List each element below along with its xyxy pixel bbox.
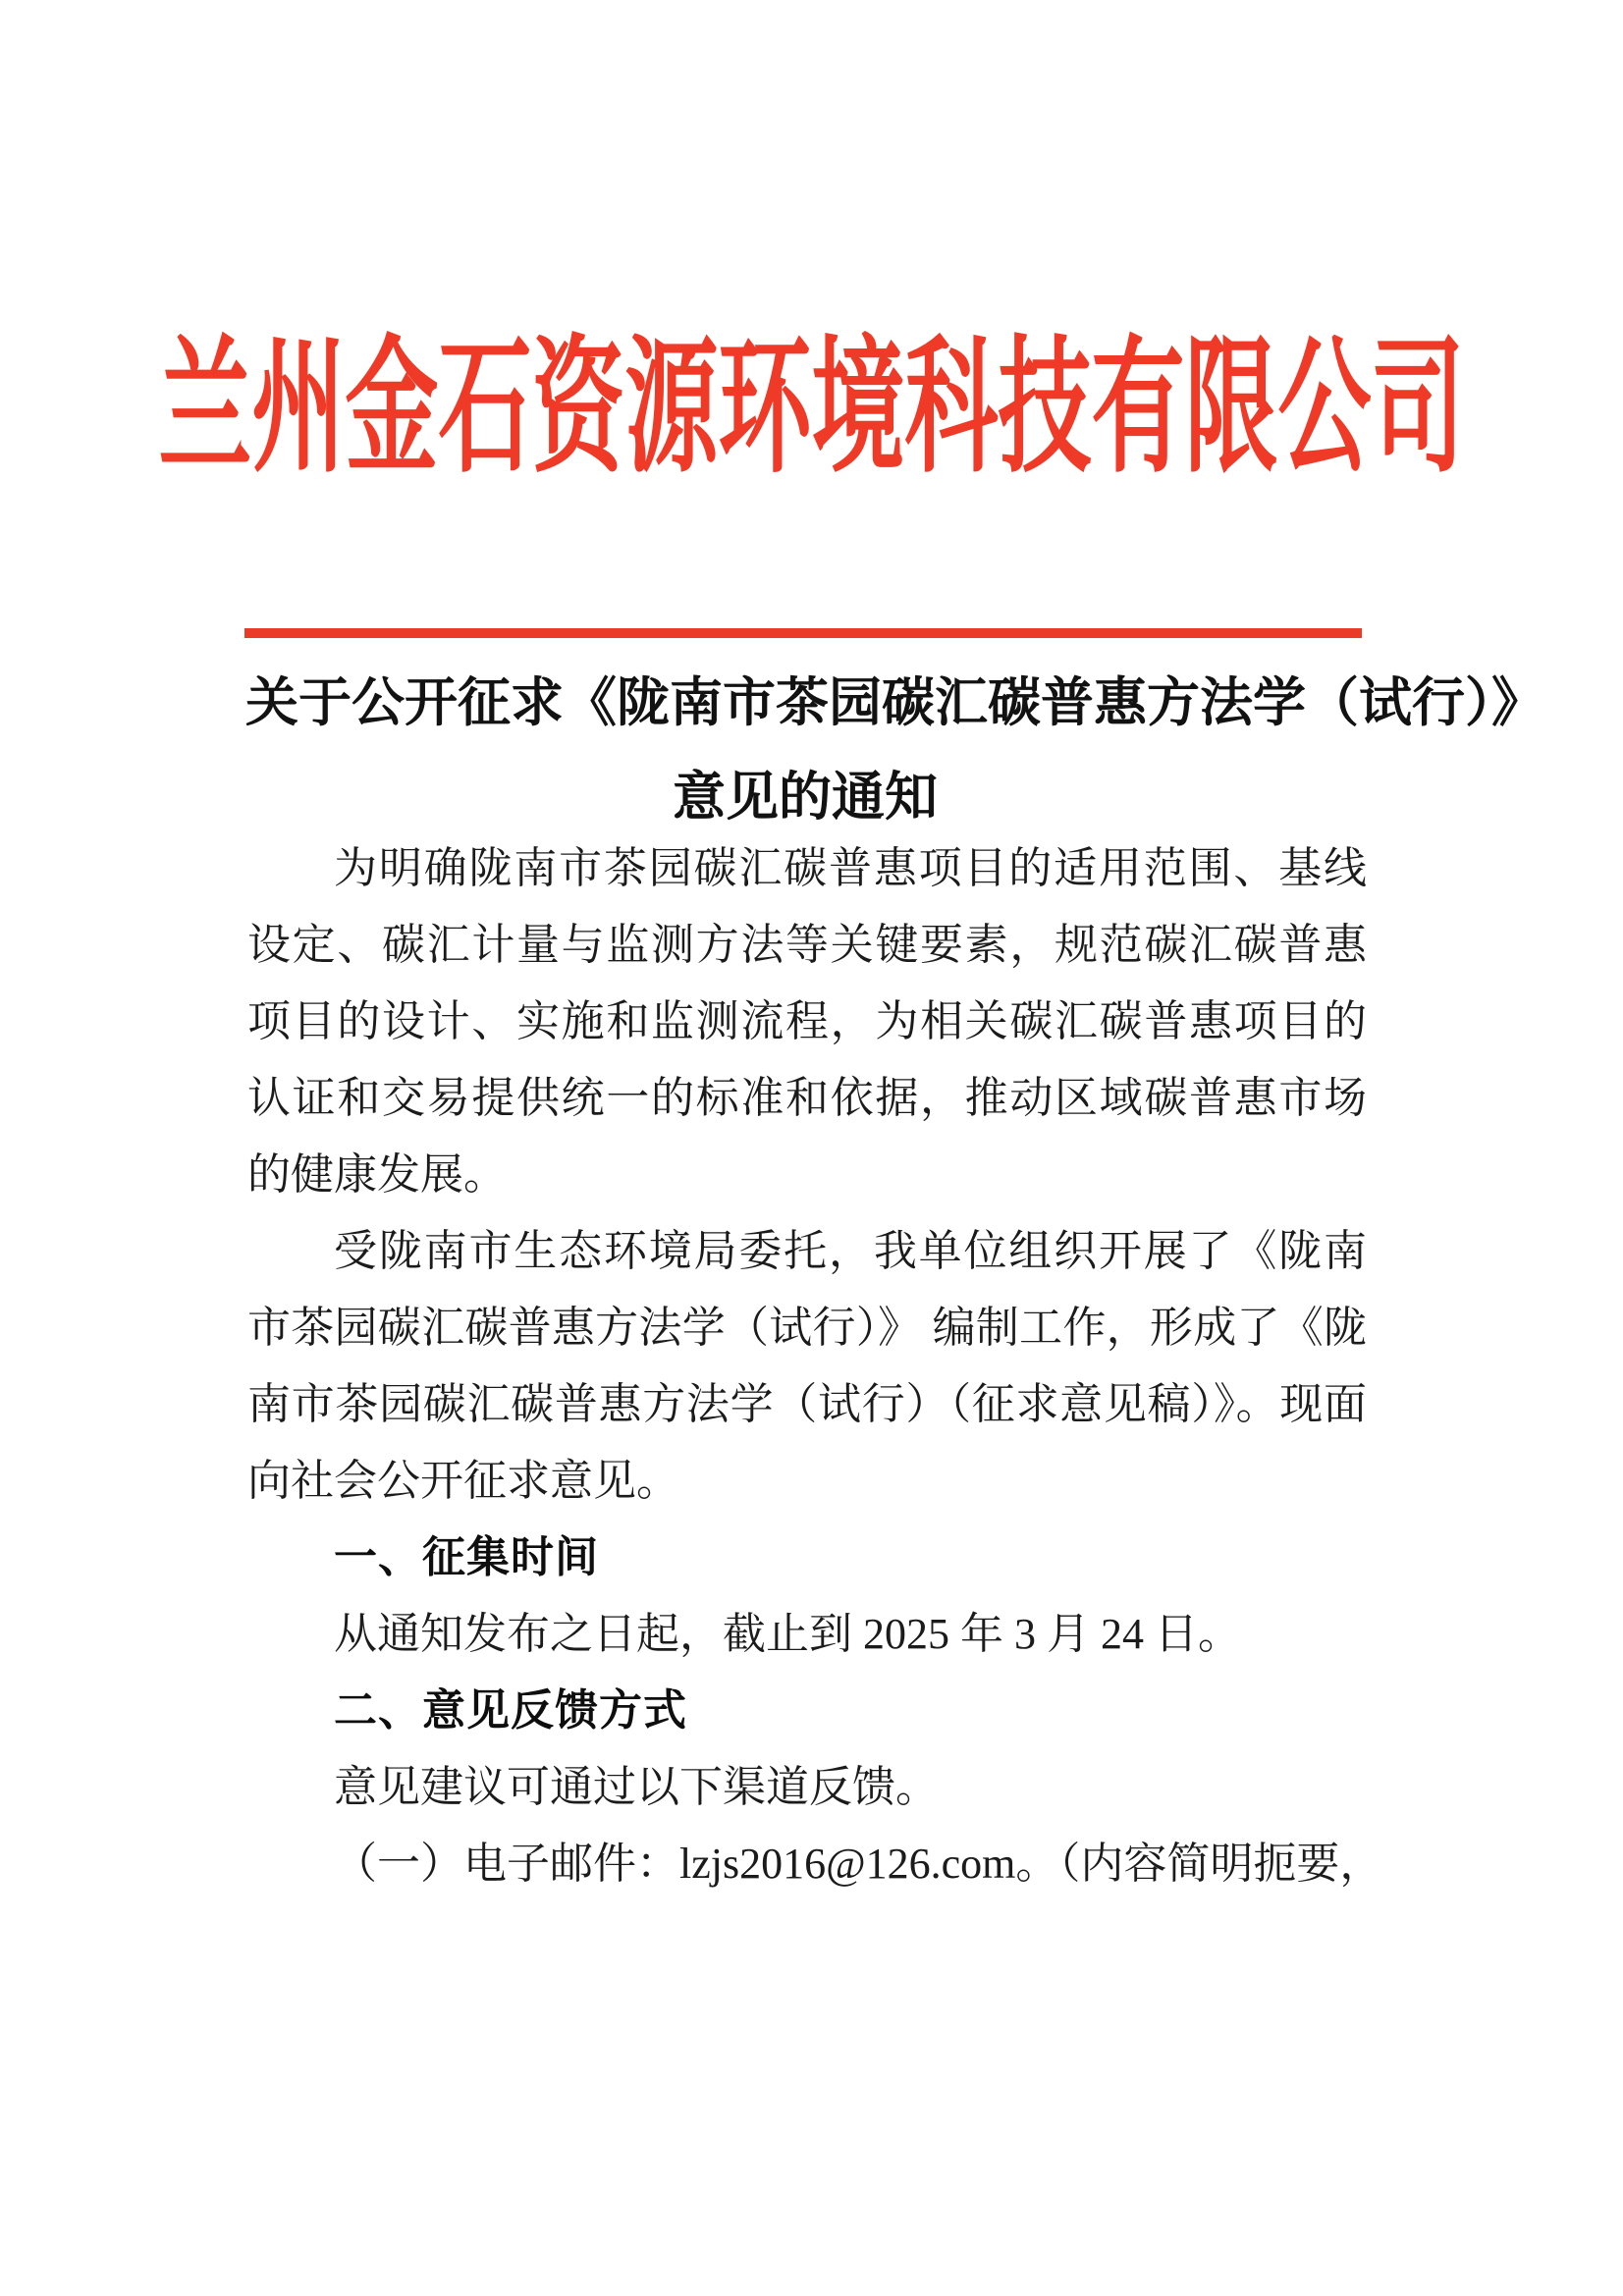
- notice-title: [245, 656, 1544, 844]
- section-heading-collection-time: 一、征集时间: [334, 1533, 599, 1581]
- letterhead-red-rule: [244, 628, 1362, 638]
- paragraph-collection-deadline: 从通知发布之日起，截止到 2025 年 3 月 24 日。: [334, 1610, 1241, 1658]
- section-heading-feedback-method: 二、意见反馈方式: [334, 1686, 687, 1735]
- notice-title-line-1: 关于公开征求《陇南市茶园碳汇碳普惠方法学（试行）》: [245, 673, 1544, 732]
- paragraph-purpose: 为明确陇南市茶园碳汇碳普惠项目的适用范围、基线设定、碳汇计量与监测方法等关键要素，规范碳汇碳普惠项目的设计、实施和监测流程，为相关碳汇碳普惠项目的认证和交易提供统一的标准和依据，推动区域碳普惠市场的健康发展。: [247, 844, 1367, 1199]
- notice-title-line-2: 意见的通知: [673, 768, 938, 827]
- paragraph-background: 受陇南市生态环境局委托，我单位组织开展了《陇南市茶园碳汇碳普惠方法学（试行）》 编制工作，形成了《陇南市茶园碳汇碳普惠方法学（试行）（征求意见稿）》。现面向社会公开征求意见。: [247, 1227, 1367, 1505]
- paragraph-feedback-intro: 意见建议可通过以下渠道反馈。: [334, 1763, 939, 1811]
- notice-body: [247, 830, 1383, 1902]
- paragraph-feedback-email: （一）电子邮件：lzjs2016@126.com。（内容简明扼要，: [334, 1840, 1383, 1888]
- letterhead-company-name: 兰州金石资源环境科技有限公司: [158, 326, 1465, 491]
